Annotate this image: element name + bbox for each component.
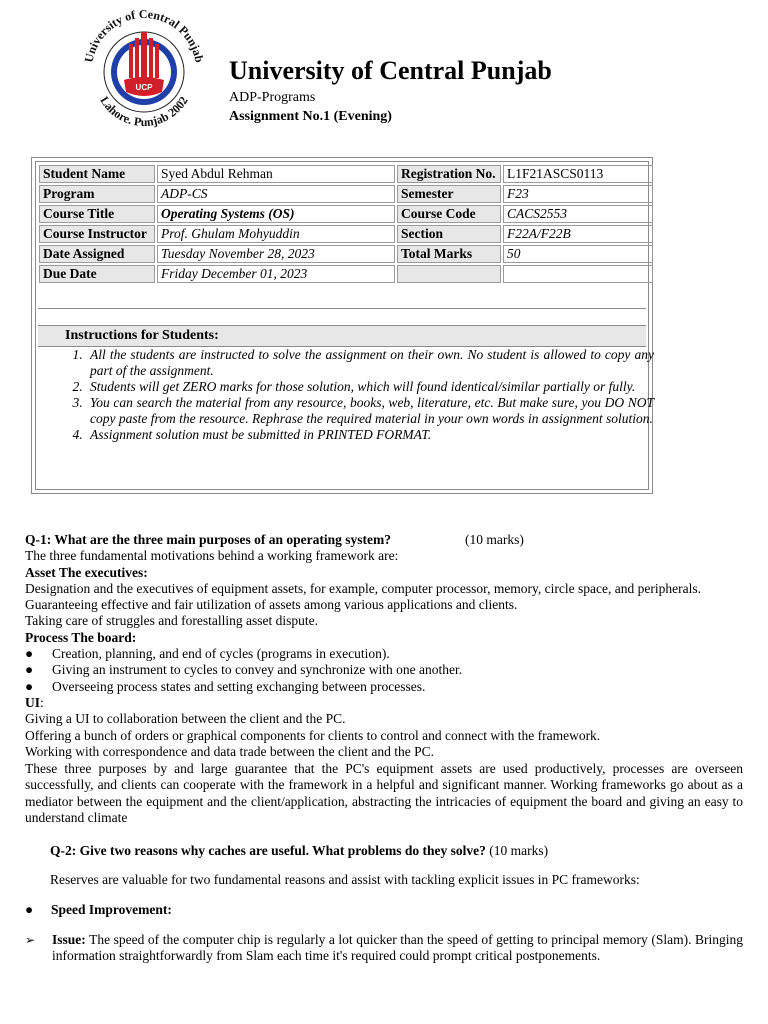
- instruction-item: 3. You can search the material from any resource, books, web, literature, etc. But make sure, you DO NOT copy paste from the resource. Rephrase the required material in your own words in assignment solution.: [86, 395, 654, 427]
- page-title: University of Central Punjab: [229, 56, 552, 85]
- assignment-title: Assignment No.1 (Evening): [229, 109, 392, 124]
- label-total-marks: Total Marks: [397, 245, 501, 263]
- ui-heading: UI: [25, 694, 41, 710]
- instruction-item: 2. Students will get ZERO marks for those solution, which will found identical/similar partially or fully.: [86, 379, 654, 395]
- speed-heading-line: [25, 902, 172, 918]
- value-date-assigned: Tuesday November 28, 2023: [157, 245, 395, 263]
- label-registration-no: Registration No.: [397, 165, 501, 183]
- info-row: [39, 165, 653, 183]
- q2-question: Q-2: Give two reasons why caches are useful. What problems do they solve?: [50, 843, 486, 858]
- label-course-code: Course Code: [397, 205, 501, 223]
- q2-marks: (10 marks): [489, 843, 549, 858]
- label-due-date: Due Date: [39, 265, 155, 283]
- process-item-text: Creation, planning, and end of cycles (programs in execution).: [52, 646, 390, 662]
- issue-label: Issue:: [52, 932, 86, 947]
- instructions-list: [66, 347, 654, 443]
- ui-line: Offering a bunch of orders or graphical components for clients to control and connect with the framework.: [25, 727, 601, 743]
- q2-heading: [50, 843, 548, 859]
- instructions-title: Instructions for Students:: [65, 328, 219, 343]
- value-student-name: Syed Abdul Rehman: [157, 165, 395, 183]
- value-registration-no: L1F21ASCS0113: [503, 165, 653, 183]
- q1-question: Q-1: What are the three main purposes of an operating system?: [25, 532, 391, 547]
- student-info-box: [31, 157, 653, 494]
- value-due-date: Friday December 01, 2023: [157, 265, 395, 283]
- speed-heading: Speed Improvement:: [51, 902, 172, 917]
- q1-marks: (10 marks): [465, 532, 524, 547]
- process-heading: Process The board:: [25, 629, 137, 645]
- process-item-text: Giving an instrument to cycles to convey and synchronize with one another.: [52, 662, 463, 678]
- logo-badge: UCP: [135, 83, 153, 92]
- value-section: F22A/F22B: [503, 225, 653, 243]
- asset-line: Taking care of struggles and forestalling asset dispute.: [25, 613, 318, 629]
- q1-summary: These three purposes by and large guarantee that the PC's equipment assets are used productively, processes are overseen successfully, and clients can cooperate with the framework in a helpful and significant manner. Working frameworks go about as a mediator between the equipment and the client/application, abstracting the intricacies of equipment the board and giving an easy to understand climate: [25, 761, 743, 826]
- university-logo: [74, 10, 214, 130]
- value-semester: F23: [503, 185, 653, 203]
- info-row: [39, 225, 653, 243]
- arrow-bullet-icon: ➢: [25, 933, 36, 947]
- bullet-icon: ●: [25, 646, 34, 662]
- value-program: ADP-CS: [157, 185, 395, 203]
- label-empty: [397, 265, 501, 283]
- instructions-header: [38, 325, 646, 347]
- ui-line: Giving a UI to collaboration between the client and the PC.: [25, 711, 346, 727]
- label-section: Section: [397, 225, 501, 243]
- info-row: [39, 185, 653, 203]
- logo-text-top: University of Central Punjab: [81, 10, 207, 64]
- value-course-instructor: Prof. Ghulam Mohyuddin: [157, 225, 395, 243]
- info-inner-frame: [35, 161, 654, 490]
- q1-intro: The three fundamental motivations behind a working framework are:: [25, 548, 399, 564]
- list-item: [25, 679, 743, 695]
- info-row: [39, 205, 653, 223]
- ui-line: Working with correspondence and data trade between the client and the PC.: [25, 743, 435, 759]
- info-row: [39, 245, 653, 263]
- info-row: [39, 265, 653, 283]
- asset-line: Designation and the executives of equipment assets, for example, computer processor, memory, circle space, and peripherals.: [25, 580, 701, 596]
- process-list: [25, 646, 743, 695]
- asset-heading: Asset The executives:: [25, 564, 148, 580]
- asset-line: Guaranteeing effective and fair utilization of assets among various applications and clients.: [25, 597, 518, 613]
- list-item: [25, 646, 743, 662]
- instruction-item: 1. All the students are instructed to solve the assignment on their own. No student is allowed to copy any part of the assignment.: [86, 347, 654, 379]
- value-empty: [503, 265, 653, 283]
- q2-intro: Reserves are valuable for two fundamental reasons and assist with tackling explicit issues in PC frameworks:: [50, 872, 640, 887]
- program-subtitle: ADP-Programs: [229, 90, 316, 105]
- process-item-text: Overseeing process states and setting exchanging between processes.: [52, 678, 426, 694]
- label-course-title: Course Title: [39, 205, 155, 223]
- issue-paragraph: [25, 932, 743, 965]
- label-student-name: Student Name: [39, 165, 155, 183]
- list-item: [25, 662, 743, 678]
- ui-heading-colon: :: [40, 694, 44, 710]
- issue-text: The speed of the computer chip is regularly a lot quicker than the speed of getting to principal memory (Slam). Bringing information straightforwardly from Slam each time it's required could prompt critical postponements.: [52, 932, 743, 964]
- label-program: Program: [39, 185, 155, 203]
- issue-text-block: [52, 932, 743, 965]
- value-course-title: Operating Systems (OS): [157, 205, 395, 223]
- label-course-instructor: Course Instructor: [39, 225, 155, 243]
- value-course-code: CACS2553: [503, 205, 653, 223]
- student-info-table: [37, 163, 655, 285]
- q1-heading: [25, 532, 743, 548]
- bullet-icon: ●: [25, 678, 34, 694]
- q1-answer: [25, 532, 743, 826]
- bullet-icon: ●: [25, 902, 34, 917]
- bullet-icon: ●: [25, 662, 34, 678]
- ui-heading-line: [25, 695, 743, 711]
- label-semester: Semester: [397, 185, 501, 203]
- value-total-marks: 50: [503, 245, 653, 263]
- label-date-assigned: Date Assigned: [39, 245, 155, 263]
- instruction-item: 4. Assignment solution must be submitted in PRINTED FORMAT.: [86, 427, 654, 443]
- spacer-row: [38, 308, 646, 326]
- logo-text-bottom: Lahore. Punjab 2002: [97, 93, 191, 129]
